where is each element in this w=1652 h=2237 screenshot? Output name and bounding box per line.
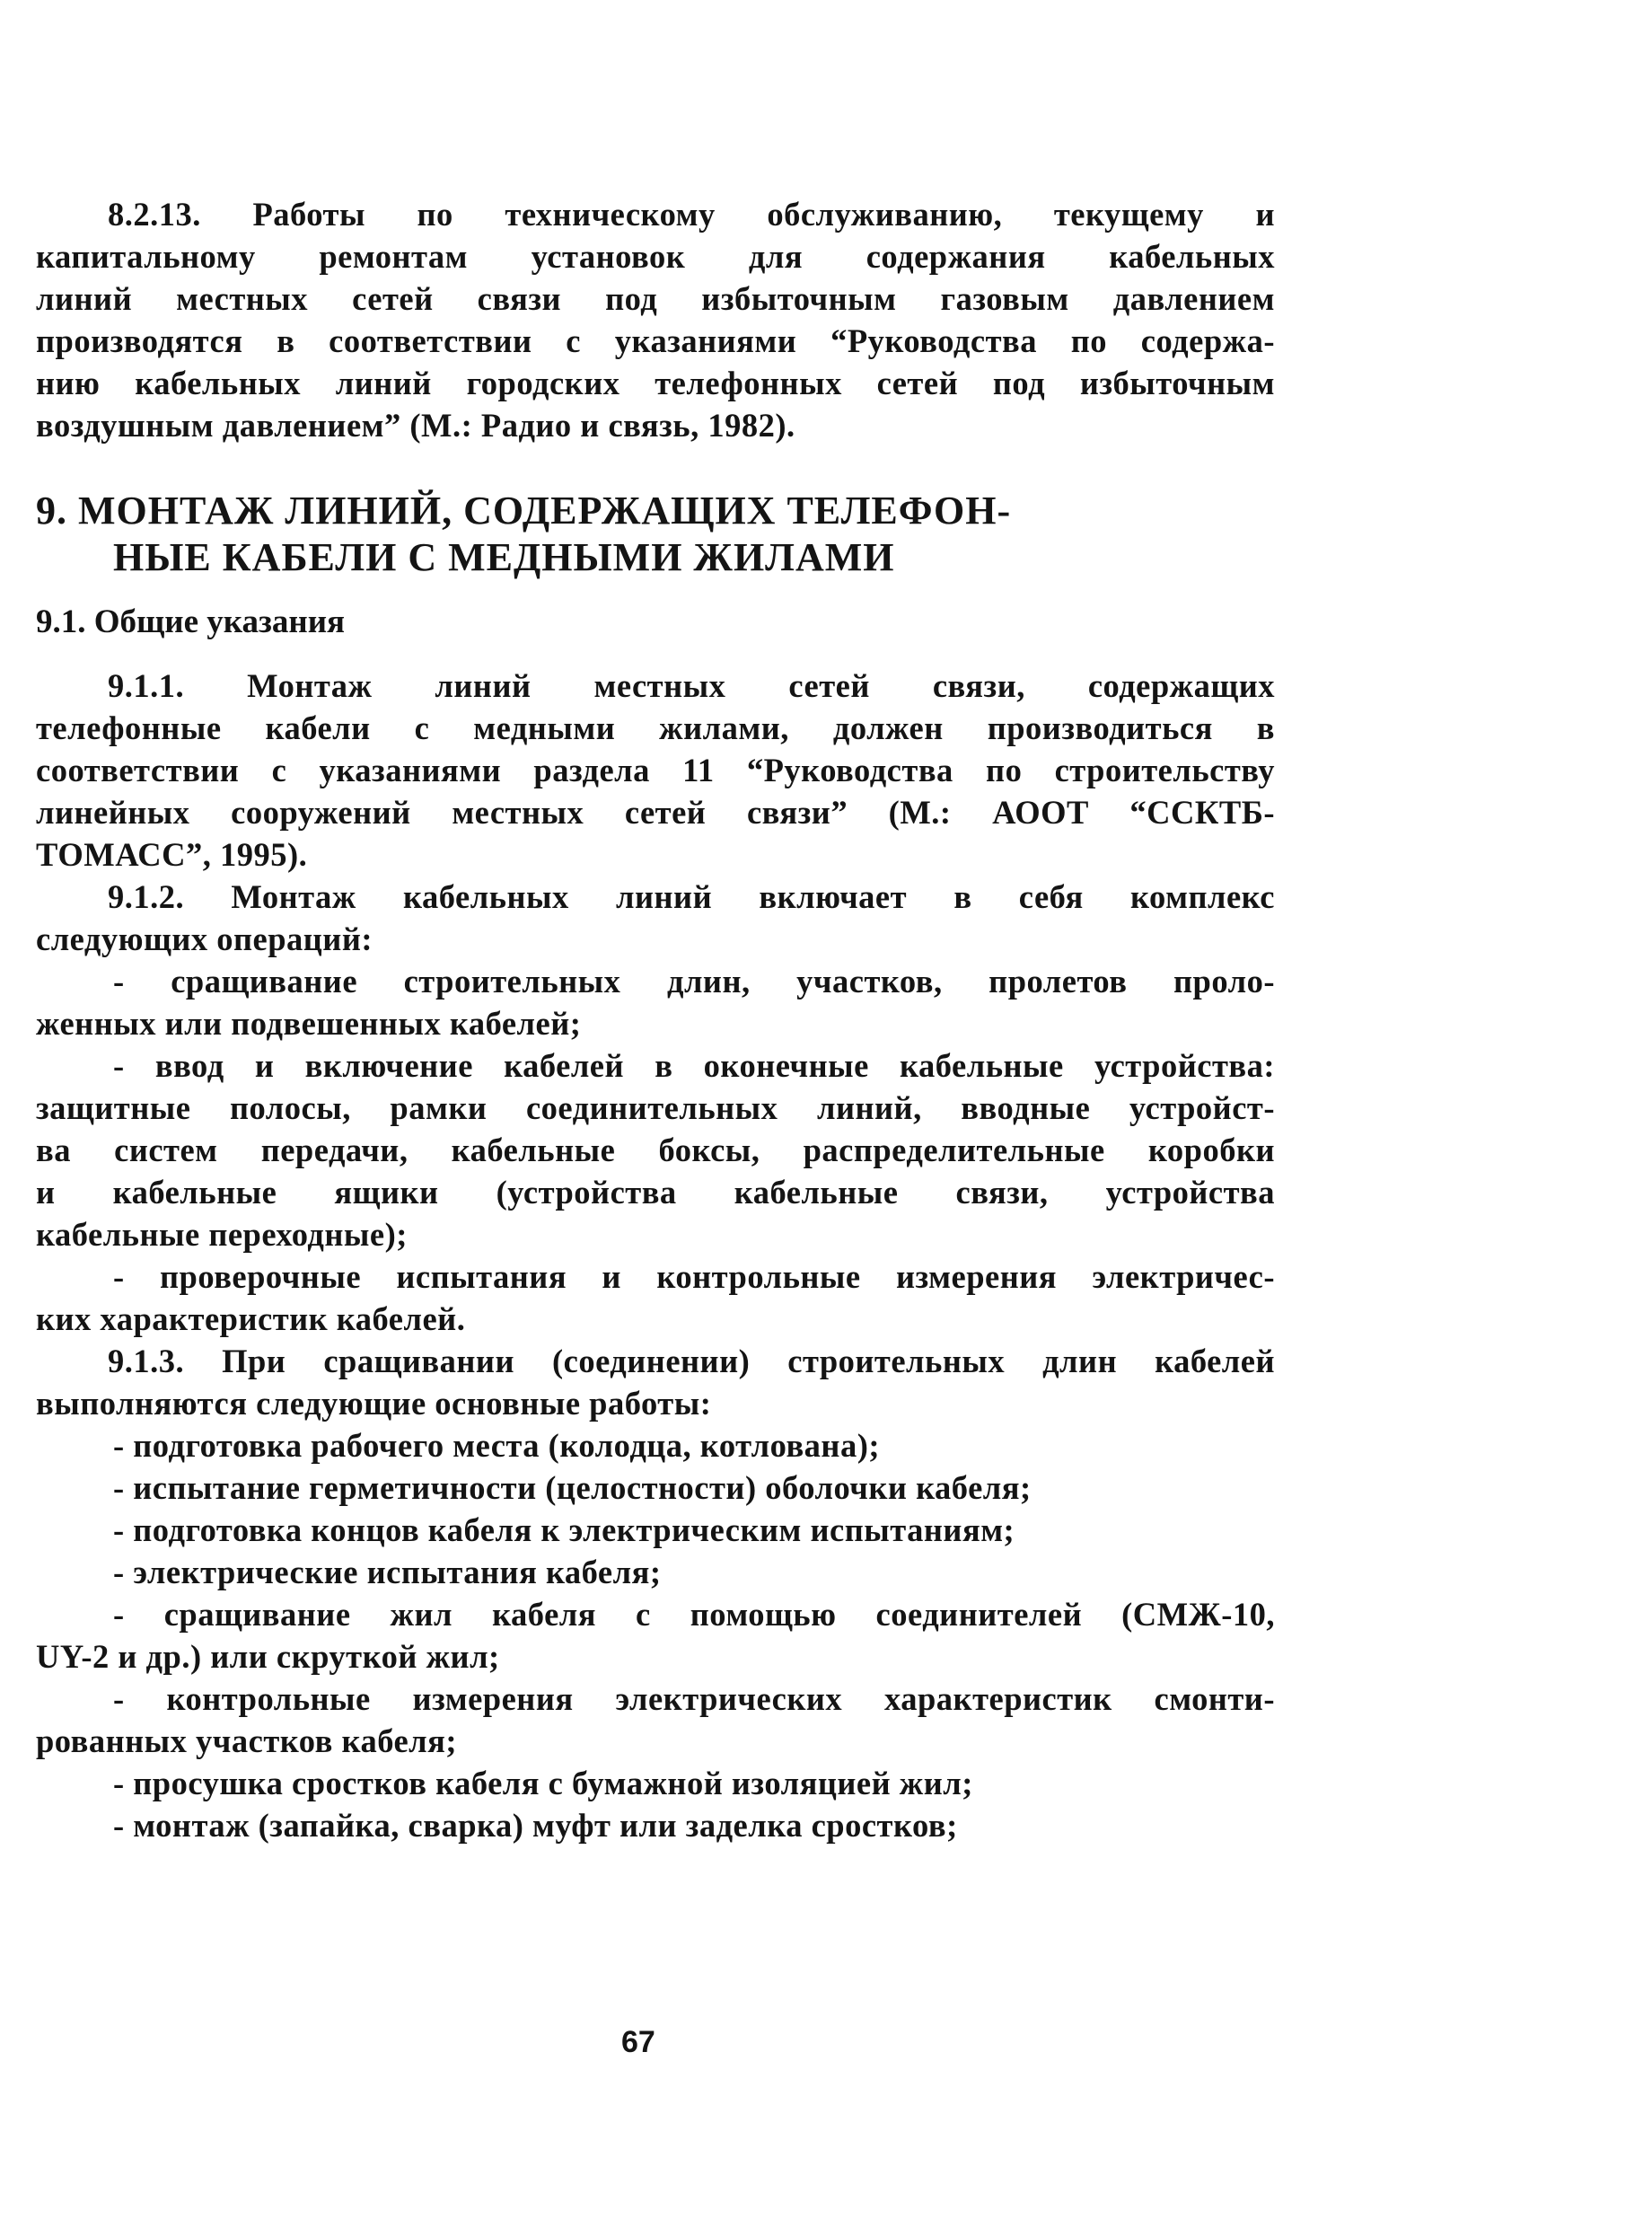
text-line: - сращивание жил кабеля с помощью соединителей (СМЖ-10, [113,1596,1275,1633]
text-line: линий местных сетей связи под избыточным газовым давлением [36,280,1275,317]
document-page [36,193,1275,1846]
list-item [36,1551,1275,1593]
text-line: - монтаж (запайка, сварка) муфт или заделка сростков; [113,1807,958,1844]
text-line: кабельные переходные); [36,1216,408,1253]
section-heading [36,488,1275,581]
text-line: линейных сооружений местных сетей связи” (М.: АООТ “ССКТБ- [36,794,1275,831]
list-9-1-3 [36,1424,1275,1846]
text-line: - подготовка концов кабеля к электрическим испытаниям; [113,1511,1015,1548]
text-line: и кабельные ящики (устройства кабельные связи, устройства [36,1174,1275,1211]
text-line: 9.1.3. При сращивании (соединении) строительных длин кабелей [108,1343,1275,1379]
list-item [36,1804,1275,1846]
list-item [36,1044,1275,1255]
text-line: - проверочные испытания и контрольные измерения электричес- [113,1258,1275,1295]
text-line: 9.1.1. Монтаж линий местных сетей связи, содержащих [108,667,1275,704]
text-line: выполняются следующие основные работы: [36,1385,712,1422]
subsection-heading: 9.1. Общие указания [36,603,346,640]
list-item [36,1509,1275,1551]
text-line: - испытание герметичности (целостности) оболочки кабеля; [113,1469,1032,1506]
text-line: нию кабельных линий городских телефонных сетей под избыточным [36,365,1275,401]
text-line: UY-2 и др.) или скруткой жил; [36,1638,500,1675]
text-line: - подготовка рабочего места (колодца, котлована); [113,1427,881,1464]
text-line: ких характеристик кабелей. [36,1300,466,1337]
page-number: 67 [621,2025,655,2059]
list-item [36,1762,1275,1804]
text-line: капитальному ремонтам установок для содержания кабельных [36,238,1275,275]
text-line: телефонные кабели с медными жилами, должен производиться в [36,709,1275,746]
list-item [36,1593,1275,1678]
list-9-1-2 [36,960,1275,1340]
text-line: производятся в соответствии с указаниями “Руководства по содержа- [36,322,1275,359]
text-line: ТОМАСС”, 1995). [36,836,308,873]
list-item [36,1466,1275,1509]
text-line: - контрольные измерения электрических характеристик смонти- [113,1680,1275,1717]
text-line: - сращивание строительных длин, участков, пролетов проло- [113,963,1275,1000]
text-line: - просушка сростков кабеля с бумажной изоляцией жил; [113,1765,973,1801]
paragraph-9-1-1 [36,665,1275,876]
text-line: защитные полосы, рамки соединительных линий, вводные устройст- [36,1089,1275,1126]
text-line: - электрические испытания кабеля; [113,1554,662,1590]
text-line: следующих операций: [36,920,373,957]
text-line: - ввод и включение кабелей в оконечные кабельные устройства: [113,1047,1275,1084]
paragraph-8-2-13 [36,193,1275,446]
text-line: рованных участков кабеля; [36,1722,458,1759]
list-item [36,1678,1275,1762]
section-heading-line: НЫЕ КАБЕЛИ С МЕДНЫМИ ЖИЛАМИ [113,535,895,579]
paragraph-9-1-2 [36,876,1275,960]
text-line: воздушным давлением” (М.: Радио и связь, 1982). [36,407,795,444]
section-heading-line: 9. МОНТАЖ ЛИНИЙ, СОДЕРЖАЩИХ ТЕЛЕФОН- [36,489,1012,533]
list-item [36,1255,1275,1340]
paragraph-9-1-3 [36,1340,1275,1424]
text-line: соответствии с указаниями раздела 11 “Руководства по строительству [36,752,1275,788]
text-line: 8.2.13. Работы по техническому обслуживанию, текущему и [108,196,1275,233]
list-item [36,1424,1275,1466]
text-line: женных или подвешенных кабелей; [36,1005,582,1042]
text-line: ва систем передачи, кабельные боксы, распределительные коробки [36,1132,1275,1168]
list-item [36,960,1275,1044]
text-line: 9.1.2. Монтаж кабельных линий включает в себя комплекс [108,878,1275,915]
